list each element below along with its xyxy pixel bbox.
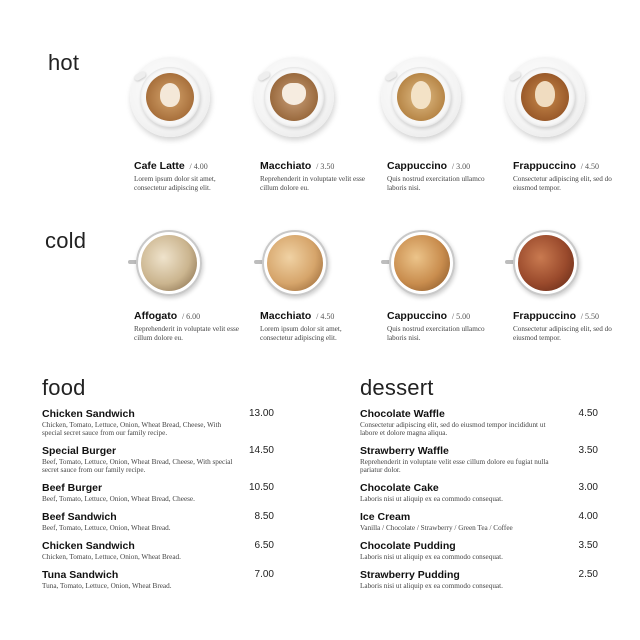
item-name: Chicken Sandwich: [42, 540, 135, 552]
item-name: Chocolate Cake: [360, 482, 439, 494]
cold-drink-item: [505, 228, 623, 342]
drink-description: Consectetur adipiscing elit, sed do eiusmod tempor.: [513, 325, 612, 342]
coffee-cup-icon: [379, 55, 497, 145]
item-description: Consectetur adipiscing elit, sed do eiusmod tempor incididunt ut labore et dolore magna aliqua.: [360, 421, 546, 438]
drink-name: Macchiato: [260, 310, 312, 322]
menu-item: [360, 569, 598, 598]
item-description: Tuna, Tomato, Lettuce, Onion, Wheat Bread.: [42, 582, 172, 590]
menu-item: [360, 482, 598, 511]
item-price: 13.00: [248, 408, 274, 419]
coffee-cup-icon: [505, 55, 623, 145]
iced-coffee-glass-icon: [252, 228, 370, 318]
item-description: Chicken, Tomato, Lettuce, Onion, Wheat Bread, Cheese, With special secret sauce from our family recipe.: [42, 421, 222, 438]
drink-price: / 3.50: [316, 162, 335, 171]
drink-description: Lorem ipsum dolor sit amet, consectetur adipiscing elit.: [260, 325, 342, 342]
drink-name: Frappuccino: [513, 310, 577, 322]
menu-item: [42, 569, 274, 598]
food-section-title: food: [42, 375, 86, 400]
hot-drink-item: [505, 55, 623, 192]
drink-price: / 4.50: [316, 312, 335, 321]
menu-item: [360, 511, 598, 540]
item-description: Beef, Tomato, Lettuce, Onion, Wheat Bread, Cheese, With special secret sauce from our family recipe.: [42, 458, 233, 475]
drink-price: / 5.00: [451, 312, 471, 321]
menu-item: [360, 445, 598, 482]
drink-price: / 5.50: [580, 312, 600, 321]
drink-description: Reprehenderit in voluptate velit esse cillum dolore eu.: [260, 175, 365, 192]
drink-price: / 3.00: [451, 162, 471, 171]
drink-name: Cappuccino: [387, 310, 448, 322]
item-price: 3.00: [578, 482, 598, 493]
hot-drink-item: [126, 55, 244, 192]
iced-coffee-glass-icon: [126, 228, 244, 318]
menu-item: [42, 482, 274, 511]
drink-name: Frappuccino: [513, 160, 577, 172]
menu-item: [360, 408, 598, 445]
item-name: Chocolate Pudding: [360, 540, 456, 552]
item-description: Laboris nisi ut aliquip ex ea commodo consequat.: [360, 495, 503, 503]
item-price: 3.50: [578, 540, 598, 551]
drink-description: Quis nostrud exercitation ullamco laboris nisi.: [387, 325, 485, 342]
item-price: 10.50: [248, 482, 274, 493]
cold-drink-item: [252, 228, 370, 342]
cold-drink-item: [379, 228, 497, 342]
drink-description: Reprehenderit in voluptate velit esse cillum dolore eu.: [134, 325, 239, 342]
drink-description: Lorem ipsum dolor sit amet, consectetur adipiscing elit.: [134, 175, 216, 192]
item-description: Laboris nisi ut aliquip ex ea commodo consequat.: [360, 553, 503, 561]
coffee-cup-icon: [252, 55, 370, 145]
dessert-menu-list: [360, 408, 598, 598]
item-name: Special Burger: [42, 445, 117, 457]
item-price: 2.50: [578, 569, 598, 580]
item-description: Reprehenderit in voluptate velit esse cillum dolore eu fugiat nulla pariatur dolor.: [360, 458, 549, 475]
drink-name: Macchiato: [260, 160, 312, 172]
item-name: Beef Sandwich: [42, 511, 117, 523]
menu-item: [42, 540, 274, 569]
item-name: Ice Cream: [360, 511, 411, 523]
menu-item: [42, 408, 274, 445]
item-price: 4.50: [578, 408, 598, 419]
hot-section-title: hot: [48, 50, 80, 75]
drink-price: / 4.00: [189, 162, 208, 171]
item-name: Strawberry Waffle: [360, 445, 449, 457]
item-name: Chocolate Waffle: [360, 408, 445, 420]
item-price: 4.00: [578, 511, 598, 522]
item-name: Strawberry Pudding: [360, 569, 460, 581]
drink-price: / 6.00: [181, 312, 201, 321]
item-name: Chicken Sandwich: [42, 408, 135, 420]
hot-drink-item: [379, 55, 497, 192]
item-price: 6.50: [254, 540, 274, 551]
cold-drink-item: [126, 228, 244, 342]
cold-section-title: cold: [45, 228, 87, 253]
drink-name: Affogato: [134, 310, 178, 322]
item-description: Laboris nisi ut aliquip ex ea commodo consequat.: [360, 582, 503, 590]
iced-coffee-glass-icon: [379, 228, 497, 318]
drink-price: / 4.50: [580, 162, 600, 171]
drink-description: Consectetur adipiscing elit, sed do eiusmod tempor.: [513, 175, 612, 192]
food-menu-list: [42, 408, 274, 598]
item-price: 8.50: [254, 511, 274, 522]
item-description: Chicken, Tomato, Lettuce, Onion, Wheat Bread.: [42, 553, 181, 561]
menu-item: [360, 540, 598, 569]
item-description: Beef, Tomato, Lettuce, Onion, Wheat Bread.: [42, 524, 171, 532]
item-price: 7.00: [254, 569, 274, 580]
hot-drink-item: [252, 55, 370, 192]
item-description: Vanilla / Chocolate / Strawberry / Green Tea / Coffee: [360, 524, 513, 532]
drink-name: Cappuccino: [387, 160, 448, 172]
coffee-cup-icon: [126, 55, 244, 145]
item-description: Beef, Tomato, Lettuce, Onion, Wheat Bread, Cheese.: [42, 495, 195, 503]
menu-item: [42, 445, 274, 482]
item-price: 14.50: [248, 445, 274, 456]
item-name: Tuna Sandwich: [42, 569, 119, 581]
drink-description: Quis nostrud exercitation ullamco laboris nisi.: [387, 175, 485, 192]
iced-coffee-glass-icon: [505, 228, 623, 318]
item-name: Beef Burger: [42, 482, 103, 494]
item-price: 3.50: [578, 445, 598, 456]
menu-item: [42, 511, 274, 540]
drink-name: Cafe Latte: [134, 160, 185, 172]
dessert-section-title: dessert: [360, 375, 434, 400]
